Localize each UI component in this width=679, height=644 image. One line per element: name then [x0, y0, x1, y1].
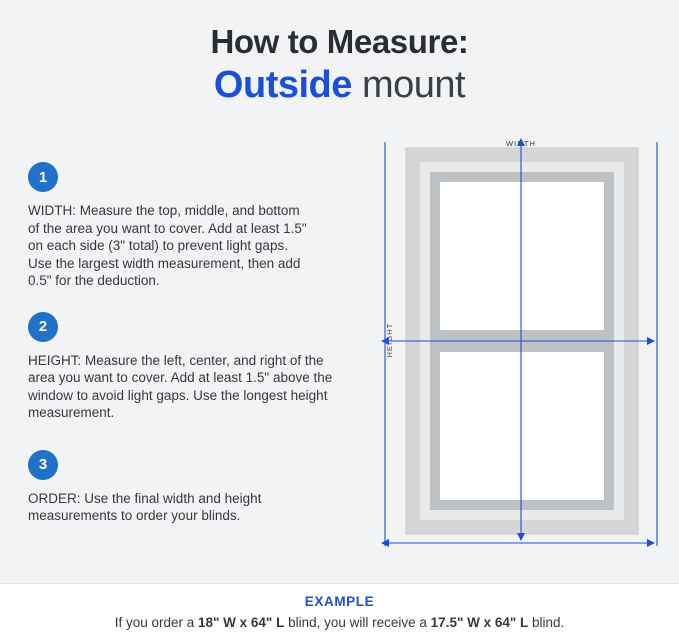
height-label: HEIGHT — [385, 322, 394, 358]
title-accent-word: Outside — [213, 64, 352, 106]
step-body-1: Measure the top, middle, and bottom of the area you want to cover. Add at least 1.5" on each side (3" total) to prevent light gaps. Use the largest width measurement, then add 0.5" for the deduction. — [28, 203, 307, 288]
step-item-3 — [28, 450, 368, 525]
example-order-size: 18" W x 64" L — [198, 615, 285, 630]
step-label-2: HEIGHT: — [28, 352, 82, 368]
page-title — [0, 22, 679, 108]
example-heading: EXAMPLE — [304, 594, 375, 609]
step-badge-3: 3 — [28, 450, 58, 480]
window-measure-diagram — [378, 134, 664, 558]
step-badge-2: 2 — [28, 312, 58, 342]
step-label-3: ORDER: — [28, 490, 81, 506]
example-text — [0, 615, 679, 630]
step-label-1: WIDTH: — [28, 203, 76, 218]
width-label: WIDTH — [505, 139, 537, 148]
example-text-mid: blind, you will receive a — [284, 615, 431, 630]
step-body-2: Measure the left, center, and right of the area you want to cover. Add at least 1.5" above the window to avoid light gaps. Use the longest height measurement. — [28, 352, 333, 420]
step-item-2 — [28, 312, 368, 422]
example-text-end: blind. — [528, 615, 565, 630]
step-body-3: Use the final width and height measurements to order your blinds. — [28, 490, 262, 523]
title-line-2 — [0, 62, 679, 108]
step-badge-1: 1 — [28, 162, 58, 192]
example-text-start: If you order a — [114, 615, 198, 630]
step-text-1 — [28, 202, 308, 290]
step-text-2 — [28, 352, 350, 422]
title-rest-word: mount — [351, 64, 466, 106]
step-text-3 — [28, 490, 324, 525]
example-received-size: 17.5" W x 64" L — [430, 615, 529, 630]
title-line-1: How to Measure: — [210, 23, 469, 60]
step-item-1 — [28, 162, 368, 290]
steps-list — [28, 162, 368, 543]
example-footer — [0, 583, 679, 644]
